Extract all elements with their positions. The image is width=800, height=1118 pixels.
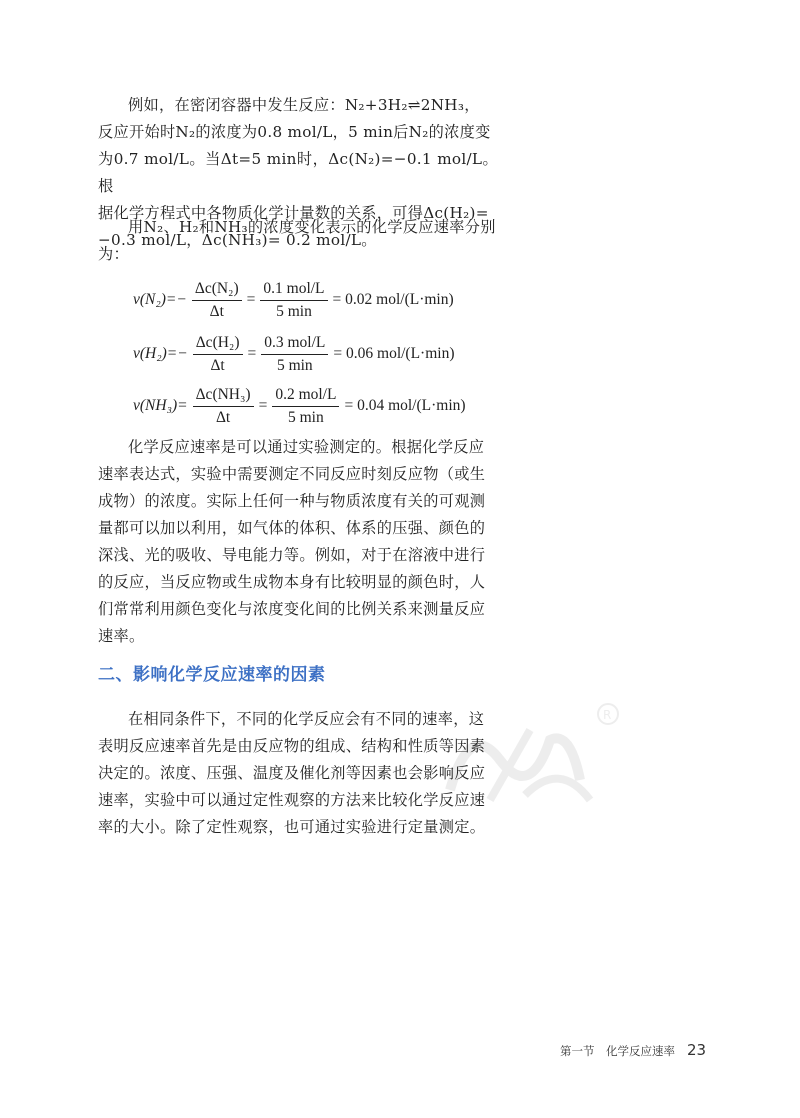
fraction-denominator: 5 min (276, 302, 312, 320)
equation-lhs: v(N₂)=− (133, 291, 187, 308)
text-line: 为0.7 mol/L。当Δt=5 min时，Δc(N₂)=−0.1 mol/L。根 (98, 150, 498, 195)
text-line: 化学反应速率是可以通过实验测定的。根据化学反应 (128, 438, 485, 456)
paragraph-rate-intro (98, 214, 498, 268)
equation-rate-n2 (133, 280, 454, 320)
equals-sign: = (246, 291, 256, 308)
fraction-numerator: 0.3 mol/L (261, 334, 328, 355)
fraction (260, 280, 327, 321)
fraction (193, 334, 243, 375)
svg-text:R: R (603, 708, 612, 722)
equation-lhs: v(H₂)=− (133, 345, 188, 362)
text-line: 量都可以加以利用，如气体的体积、体系的压强、颜色的 (98, 519, 486, 537)
text-line: 据化学方程式中各物质化学计量数的关系，可得Δc(H₂)= (98, 204, 489, 222)
fraction-numerator: Δc(H₂) (193, 334, 243, 355)
fraction-numerator: 0.2 mol/L (272, 386, 339, 407)
text-line: 在相同条件下，不同的化学反应会有不同的速率，这 (128, 710, 485, 728)
page-number: 23 (687, 1041, 707, 1059)
text-line: 反应开始时N₂的浓度为0.8 mol/L，5 min后N₂的浓度变 (98, 123, 491, 141)
fraction-denominator: Δt (209, 302, 224, 320)
equation-rate-nh3 (133, 386, 466, 426)
text-line: 们常常利用颜色变化与浓度变化间的比例关系来测量反应 (98, 600, 486, 618)
equation-lhs: v(NH₃)= (133, 397, 188, 414)
fraction-numerator: 0.1 mol/L (260, 280, 327, 301)
fraction-numerator: Δc(N₂) (192, 280, 242, 301)
equation-rate-h2 (133, 334, 455, 374)
text-line: 成物）的浓度。实际上任何一种与物质浓度有关的可观测 (98, 492, 486, 510)
fraction (272, 386, 339, 427)
fraction (193, 386, 254, 427)
text-line: 速率。 (98, 627, 145, 645)
text-line: 速率，实验中可以通过定性观察的方法来比较化学反应速 (98, 791, 486, 809)
fraction (261, 334, 328, 375)
page-footer (560, 1041, 706, 1059)
fraction-denominator: 5 min (288, 408, 324, 426)
text-line: 深浅、光的吸收、导电能力等。例如，对于在溶液中进行 (98, 546, 486, 564)
fraction-numerator: Δc(NH₃) (193, 386, 254, 407)
fraction-denominator: Δt (210, 356, 225, 374)
paragraph-measurement (98, 434, 498, 650)
paragraph-factors (98, 706, 498, 841)
equation-result: = 0.06 mol/(L·min) (333, 345, 455, 362)
equation-result: = 0.02 mol/(L·min) (332, 291, 454, 308)
text-line: 为： (98, 245, 129, 263)
text-line: −0.3 mol/L，Δc(NH₃)= 0.2 mol/L。 (98, 231, 377, 249)
equals-sign: = (247, 345, 257, 362)
text-line: 决定的。浓度、压强、温度及催化剂等因素也会影响反应 (98, 764, 486, 782)
equals-sign: = (258, 397, 268, 414)
text-line: 例如，在密闭容器中发生反应：N₂+3H₂⇌2NH₃， (128, 96, 480, 114)
fraction-denominator: 5 min (276, 356, 313, 374)
footer-section-title: 第一节 化学反应速率 (560, 1044, 675, 1058)
text-line: 用N₂、H₂和NH₃的浓度变化表示的化学反应速率分别 (128, 218, 496, 236)
text-line: 率的大小。除了定性观察，也可通过实验进行定量测定。 (98, 818, 486, 836)
equation-result: = 0.04 mol/(L·min) (344, 397, 466, 414)
text-line: 表明反应速率首先是由反应物的组成、结构和性质等因素 (98, 737, 486, 755)
section-heading: 二、影响化学反应速率的因素 (98, 665, 326, 685)
fraction-denominator: Δt (215, 408, 231, 426)
fraction (192, 280, 242, 321)
text-line: 的反应，当反应物或生成物本身有比较明显的颜色时，人 (98, 573, 486, 591)
text-line: 速率表达式，实验中需要测定不同反应时刻反应物（或生 (98, 465, 486, 483)
